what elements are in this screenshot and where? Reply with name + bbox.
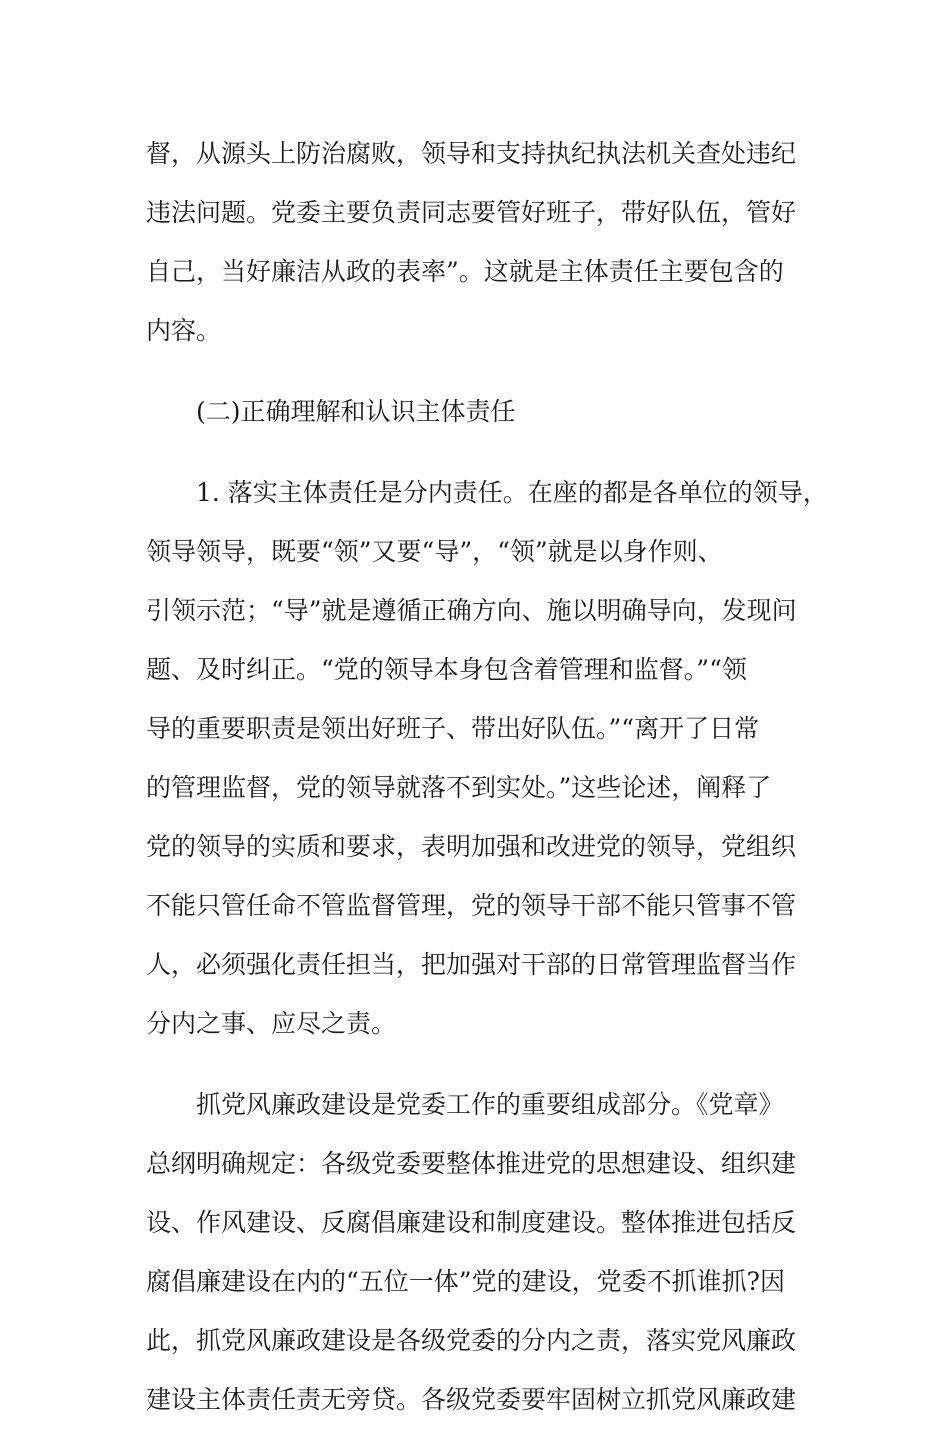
- text-line: 党的领导的实质和要求，表明加强和改进党的领导，党组织: [146, 832, 797, 861]
- text-line: 题、及时纠正。“党的领导本身包含着管理和监督。”“领: [146, 655, 747, 684]
- text-line: 领导领导，既要“领”又要“导”，“领”就是以身作则、: [146, 537, 723, 566]
- text-line: 分内之事、应尽之责。: [146, 1009, 397, 1038]
- text-line: 腐倡廉建设在内的“五位一体”党的建设，党委不抓谁抓?因: [146, 1267, 785, 1296]
- text-line: 的管理监督，党的领导就落不到实处。”这些论述，阐释了: [146, 773, 772, 802]
- text-line: 内容。: [146, 316, 222, 345]
- text-line: 不能只管任命不管监督管理，党的领导干部不能只管事不管: [146, 891, 797, 920]
- text-line: 人，必须强化责任担当，把加强对干部的日常管理监督当作: [146, 950, 797, 979]
- text-line: 建设主体责任责无旁贷。各级党委要牢固树立抓党风廉政建: [146, 1385, 797, 1414]
- document-body: [146, 124, 828, 1429]
- text-line: 此，抓党风廉政建设是各级党委的分内之责，落实党风廉政: [146, 1326, 797, 1355]
- text-line: 设、作风建设、反腐倡廉建设和制度建设。整体推进包括反: [146, 1208, 797, 1237]
- section-heading: (二)正确理解和认识主体责任: [196, 397, 516, 426]
- text-line: 违法问题。党委主要负责同志要管好班子，带好队伍，管好: [146, 198, 797, 227]
- text-line: 引领示范；“导”就是遵循正确方向、施以明确导向，发现问: [146, 596, 797, 625]
- text-line: 总纲明确规定：各级党委要整体推进党的思想建设、组织建: [146, 1149, 797, 1178]
- text-line: 1. 落实主体责任是分内责任。在座的都是各单位的领导，: [196, 478, 828, 507]
- text-line: 导的重要职责是领出好班子、带出好队伍。”“离开了日常: [146, 714, 760, 743]
- text-line: 督，从源头上防治腐败，领导和支持执纪执法机关查处违纪: [146, 139, 797, 168]
- text-line: 抓党风廉政建设是党委工作的重要组成部分。《党章》: [196, 1090, 784, 1119]
- text-line: 自己，当好廉洁从政的表率”。这就是主体责任主要包含的: [146, 257, 784, 286]
